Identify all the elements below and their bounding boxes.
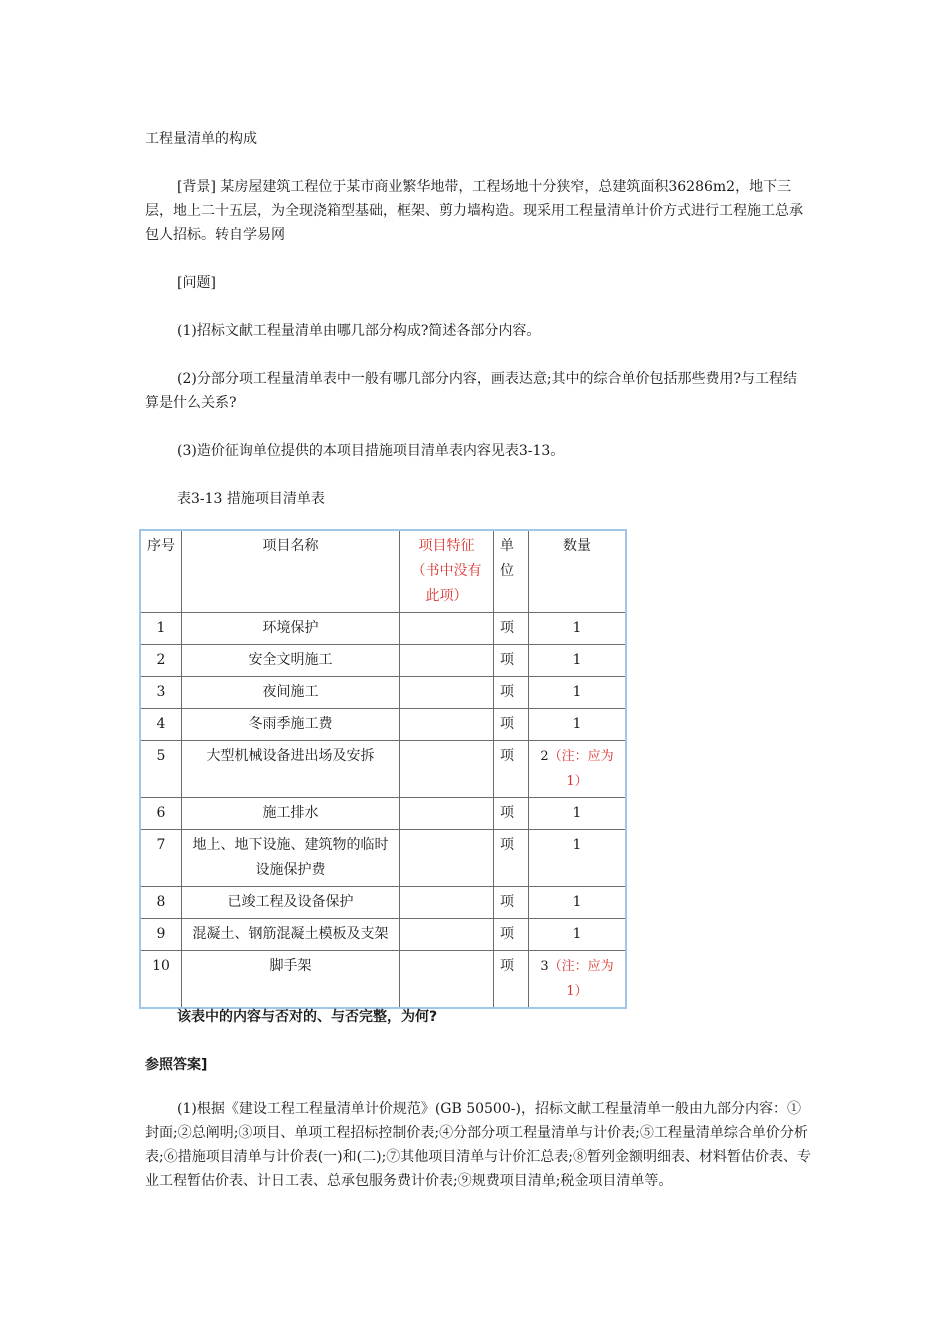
row-no: 3 bbox=[140, 677, 182, 709]
qty-value: 1 bbox=[572, 684, 582, 700]
measures-table bbox=[139, 529, 627, 1009]
table-row bbox=[140, 919, 626, 951]
row-name: 夜间施工 bbox=[182, 677, 400, 709]
row-unit: 项 bbox=[494, 645, 529, 677]
table-row bbox=[140, 741, 626, 798]
row-feature bbox=[400, 613, 494, 645]
row-feature bbox=[400, 709, 494, 741]
row-name: 脚手架 bbox=[182, 951, 400, 1009]
row-qty bbox=[529, 919, 627, 951]
questions-heading: [问题] bbox=[177, 275, 216, 291]
row-unit: 项 bbox=[494, 951, 529, 1009]
table-row bbox=[140, 887, 626, 919]
table-row bbox=[140, 951, 626, 1009]
row-no: 10 bbox=[140, 951, 182, 1009]
question-2: (2)分部分项工程量清单表中一般有哪几部分内容，画表达意;其中的综合单价包括那些费用?与工程结算是什么关系? bbox=[145, 371, 798, 411]
table-row bbox=[140, 677, 626, 709]
header-qty: 数量 bbox=[529, 530, 627, 613]
row-feature bbox=[400, 919, 494, 951]
qty-value: 1 bbox=[572, 716, 582, 732]
row-feature bbox=[400, 887, 494, 919]
row-unit: 项 bbox=[494, 798, 529, 830]
row-name: 已竣工程及设备保护 bbox=[182, 887, 400, 919]
qty-correction-note: （注：应为1） bbox=[548, 959, 614, 999]
row-unit: 项 bbox=[494, 830, 529, 887]
row-no: 9 bbox=[140, 919, 182, 951]
row-qty bbox=[529, 613, 627, 645]
qty-correction-note: （注：应为1） bbox=[548, 749, 614, 789]
qty-value: 1 bbox=[572, 805, 582, 821]
qty-value: 1 bbox=[572, 837, 582, 853]
qty-value: 1 bbox=[572, 894, 582, 910]
table-row bbox=[140, 830, 626, 887]
background-paragraph: [背景] 某房屋建筑工程位于某市商业繁华地带，工程场地十分狭窄，总建筑面积36286m2，地下三层，地上二十五层，为全现浇箱型基础，框架、剪力墙构造。现采用工程量清单计价方式进行工程施工总承包人招标。转自学易网 bbox=[145, 179, 803, 243]
row-no: 4 bbox=[140, 709, 182, 741]
row-qty bbox=[529, 798, 627, 830]
row-qty bbox=[529, 677, 627, 709]
qty-value: 2 bbox=[540, 749, 549, 764]
table-caption: 表3-13 措施项目清单表 bbox=[177, 491, 325, 507]
row-unit: 项 bbox=[494, 709, 529, 741]
row-no: 6 bbox=[140, 798, 182, 830]
row-unit: 项 bbox=[494, 919, 529, 951]
row-qty bbox=[529, 741, 627, 798]
question-3: (3)造价征询单位提供的本项目措施项目清单表内容见表3-13。 bbox=[177, 443, 565, 459]
row-name: 大型机械设备进出场及安拆 bbox=[182, 741, 400, 798]
document-title: 工程量清单的构成 bbox=[145, 131, 257, 147]
question-1: (1)招标文献工程量清单由哪几部分构成?简述各部分内容。 bbox=[177, 323, 541, 339]
table-row bbox=[140, 709, 626, 741]
row-name: 安全文明施工 bbox=[182, 645, 400, 677]
row-feature bbox=[400, 645, 494, 677]
header-feature: 项目特征（书中没有此项） bbox=[400, 530, 494, 613]
row-feature bbox=[400, 951, 494, 1009]
row-feature bbox=[400, 677, 494, 709]
row-no: 2 bbox=[140, 645, 182, 677]
row-qty bbox=[529, 645, 627, 677]
row-unit: 项 bbox=[494, 677, 529, 709]
table-row bbox=[140, 613, 626, 645]
row-unit: 项 bbox=[494, 613, 529, 645]
row-no: 1 bbox=[140, 613, 182, 645]
table-header-row bbox=[140, 530, 626, 613]
answer-paragraph-1: (1)根据《建设工程工程量清单计价规范》(GB 50500-)，招标文献工程量清单一般由九部分内容：①封面;②总阐明;③项目、单项工程招标控制价表;④分部分项工程量清单与计价表;⑤工程量清单综合单价分析表;⑥措施项目清单与计价表(一)和(二);⑦其他项目清单与计价汇总表;⑧暂列金额明细表、材料暂估价表、专业工程暂估价表、计日工表、总承包服务费计价表;⑨规费项目清单;税金项目清单等。 bbox=[145, 1101, 811, 1189]
row-qty bbox=[529, 951, 627, 1009]
table-question: 该表中的内容与否对的、与否完整，为何? bbox=[177, 1009, 438, 1025]
row-unit: 项 bbox=[494, 887, 529, 919]
row-name: 冬雨季施工费 bbox=[182, 709, 400, 741]
row-name: 环境保护 bbox=[182, 613, 400, 645]
row-name: 混凝土、钢筋混凝土模板及支架 bbox=[182, 919, 400, 951]
qty-value: 1 bbox=[572, 652, 582, 668]
row-no: 8 bbox=[140, 887, 182, 919]
row-no: 7 bbox=[140, 830, 182, 887]
row-name: 施工排水 bbox=[182, 798, 400, 830]
qty-value: 1 bbox=[572, 620, 582, 636]
row-qty bbox=[529, 709, 627, 741]
row-feature bbox=[400, 830, 494, 887]
header-unit: 单位 bbox=[494, 530, 529, 613]
qty-value: 1 bbox=[572, 926, 582, 942]
row-name: 地上、地下设施、建筑物的临时设施保护费 bbox=[182, 830, 400, 887]
row-qty bbox=[529, 830, 627, 887]
row-feature bbox=[400, 798, 494, 830]
row-no: 5 bbox=[140, 741, 182, 798]
table-row bbox=[140, 798, 626, 830]
row-unit: 项 bbox=[494, 741, 529, 798]
qty-value: 3 bbox=[540, 959, 549, 974]
row-feature bbox=[400, 741, 494, 798]
header-no: 序号 bbox=[140, 530, 182, 613]
row-qty bbox=[529, 887, 627, 919]
header-name: 项目名称 bbox=[182, 530, 400, 613]
table-row bbox=[140, 645, 626, 677]
answer-heading: 参照答案] bbox=[145, 1057, 208, 1073]
